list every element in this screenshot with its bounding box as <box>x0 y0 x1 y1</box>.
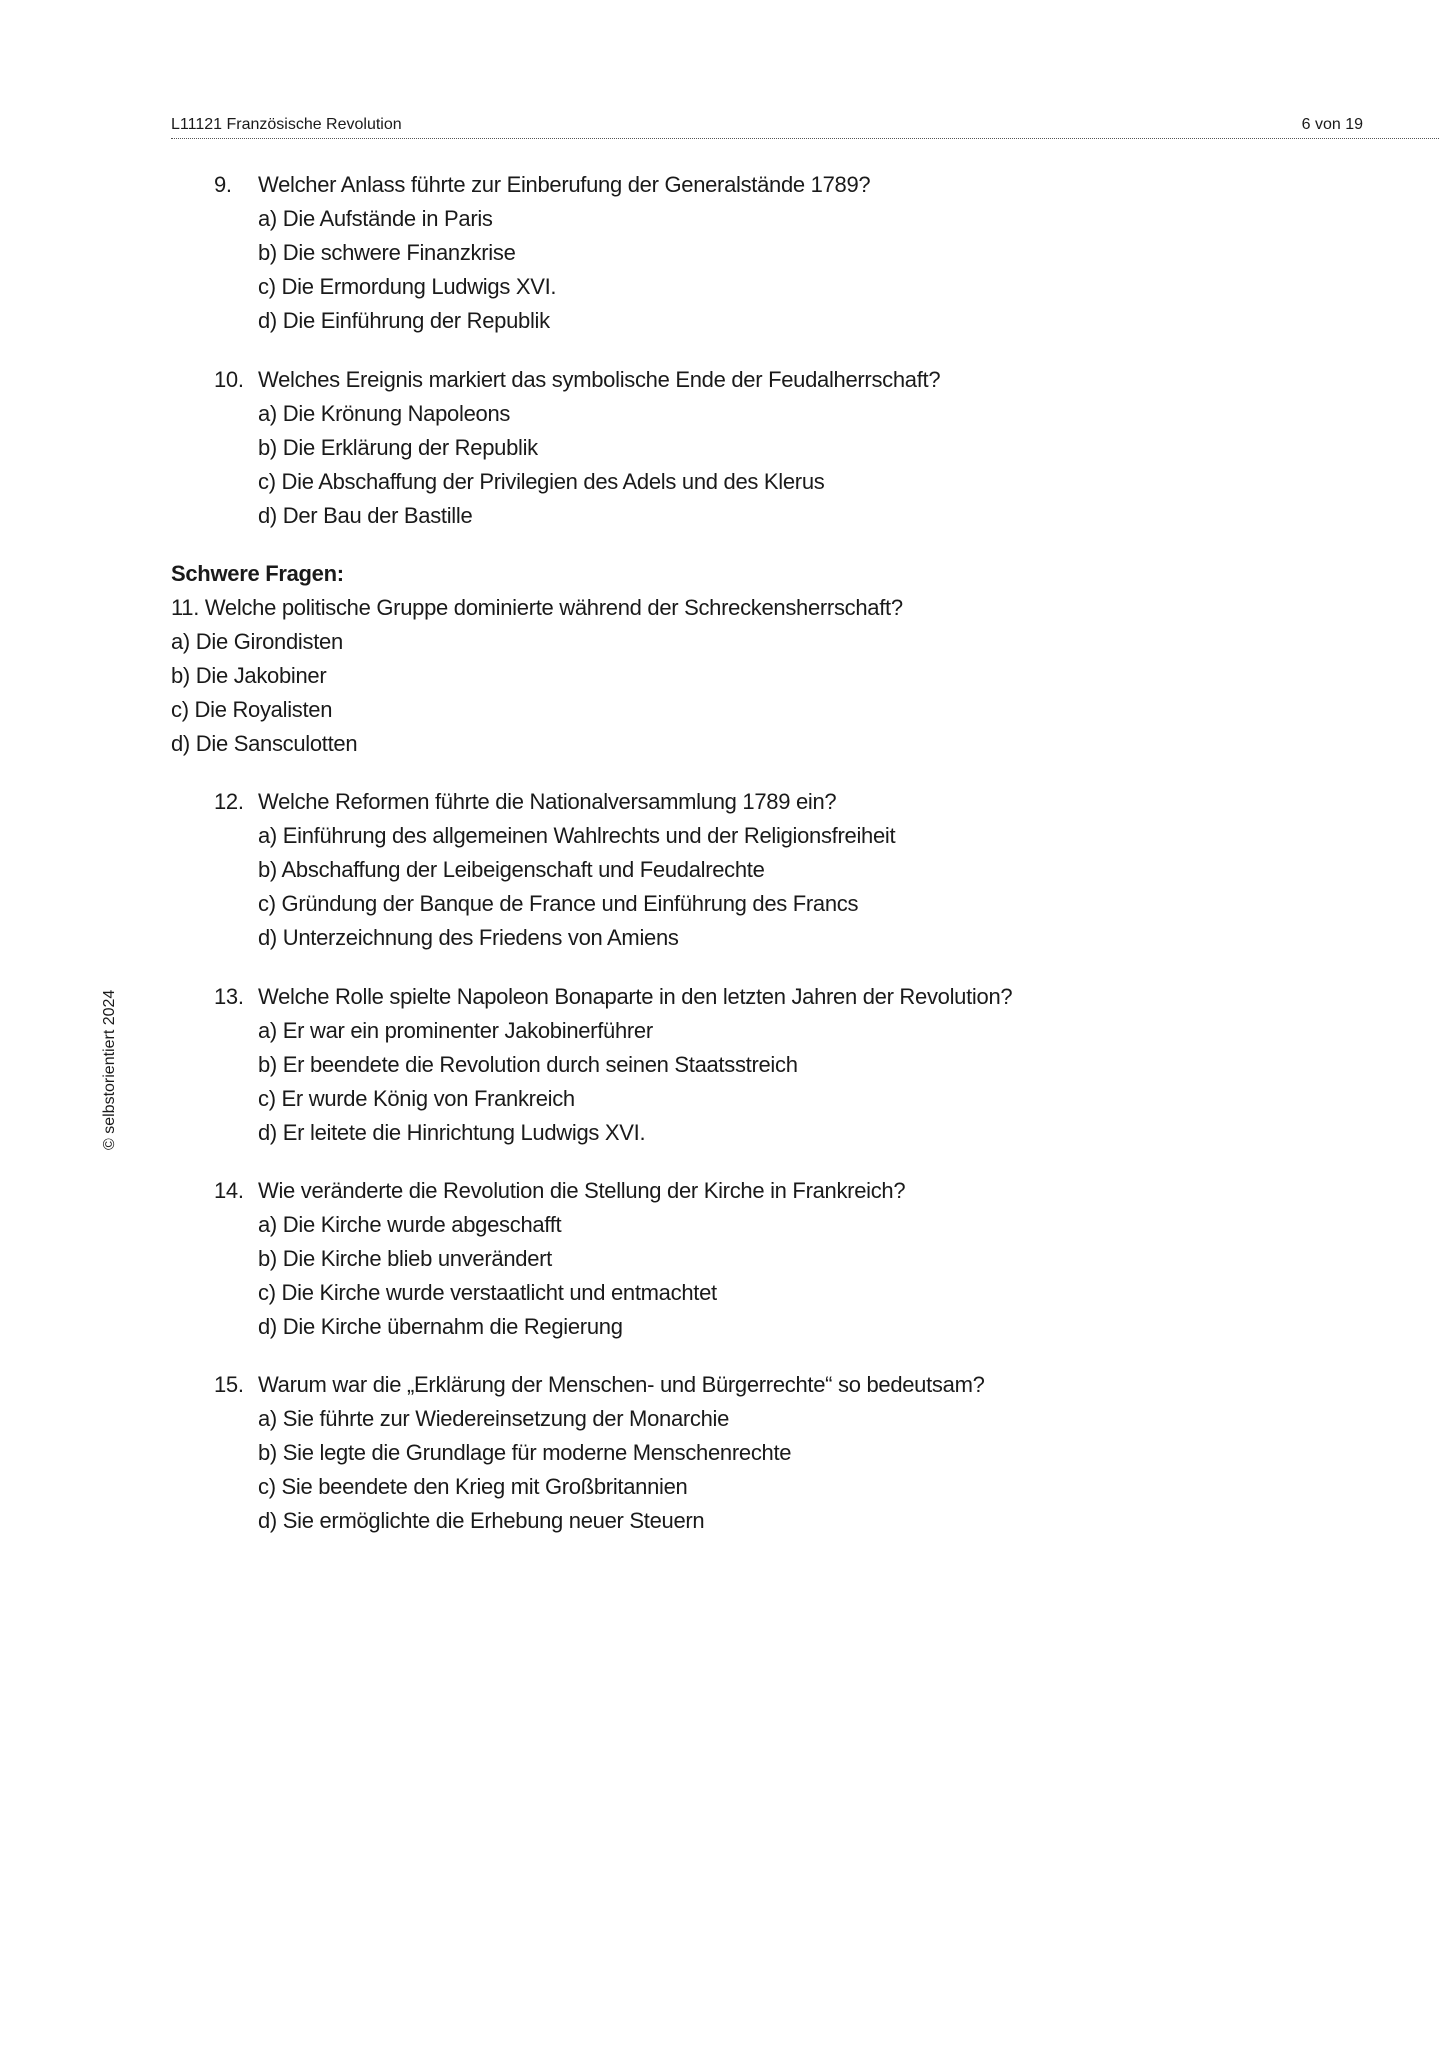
answer-option: d) Der Bau der Bastille <box>258 503 473 528</box>
question-number: 10. <box>214 367 244 392</box>
answer-option: c) Die Royalisten <box>171 697 333 722</box>
answer-option: d) Die Sansculotten <box>171 731 358 756</box>
question-text: Wie veränderte die Revolution die Stellung der Kirche in Frankreich? <box>258 1178 906 1203</box>
answer-option: a) Die Kirche wurde abgeschafft <box>258 1212 562 1237</box>
answer-option: c) Gründung der Banque de France und Einführung des Francs <box>258 891 859 916</box>
copyright-note: © selbstorientiert 2024 <box>101 989 118 1150</box>
answer-option: a) Sie führte zur Wiedereinsetzung der Monarchie <box>258 1406 730 1431</box>
answer-option: c) Die Ermordung Ludwigs XVI. <box>258 274 557 299</box>
answer-option: b) Die Kirche blieb unverändert <box>258 1246 552 1271</box>
answer-option: b) Die schwere Finanzkrise <box>258 240 516 265</box>
answer-option: c) Er wurde König von Frankreich <box>258 1086 575 1111</box>
answer-option: a) Die Aufstände in Paris <box>258 206 493 231</box>
question-text: Warum war die „Erklärung der Menschen- und Bürgerrechte“ so bedeutsam? <box>258 1372 985 1397</box>
question-text: Welche Reformen führte die Nationalversammlung 1789 ein? <box>258 789 837 814</box>
question-number: 15. <box>214 1372 244 1397</box>
question-text: Welcher Anlass führte zur Einberufung der Generalstände 1789? <box>258 172 871 197</box>
answer-option: b) Sie legte die Grundlage für moderne Menschenrechte <box>258 1440 792 1465</box>
answer-option: b) Abschaffung der Leibeigenschaft und Feudalrechte <box>258 857 765 882</box>
question-text: Welche Rolle spielte Napoleon Bonaparte in den letzten Jahren der Revolution? <box>258 984 1013 1009</box>
question-number: 14. <box>214 1178 244 1203</box>
question-text: Welches Ereignis markiert das symbolische Ende der Feudalherrschaft? <box>258 367 941 392</box>
answer-option: a) Einführung des allgemeinen Wahlrechts und der Religionsfreiheit <box>258 823 896 848</box>
answer-option: d) Er leitete die Hinrichtung Ludwigs XVI. <box>258 1120 646 1145</box>
answer-option: d) Die Kirche übernahm die Regierung <box>258 1314 623 1339</box>
answer-option: b) Die Erklärung der Republik <box>258 435 538 460</box>
page-header <box>171 114 1439 139</box>
answer-option: a) Die Krönung Napoleons <box>258 401 511 426</box>
answer-option: b) Er beendete die Revolution durch seinen Staatsstreich <box>258 1052 798 1077</box>
answer-option: c) Die Abschaffung der Privilegien des Adels und des Klerus <box>258 469 825 494</box>
question-text: 11. Welche politische Gruppe dominierte während der Schreckensherrschaft? <box>171 595 903 620</box>
answer-option: d) Die Einführung der Republik <box>258 308 550 333</box>
answer-option: a) Er war ein prominenter Jakobinerführer <box>258 1018 653 1043</box>
answer-option: a) Die Girondisten <box>171 629 343 654</box>
page-number: 6 von 19 <box>1301 116 1363 133</box>
answer-option: d) Sie ermöglichte die Erhebung neuer Steuern <box>258 1508 705 1533</box>
question-number: 12. <box>214 789 244 814</box>
document-title: L11121 Französische Revolution <box>171 116 402 133</box>
answer-option: b) Die Jakobiner <box>171 663 327 688</box>
question-number: 13. <box>214 984 244 1009</box>
section-heading: Schwere Fragen: <box>171 561 344 586</box>
answer-option: c) Die Kirche wurde verstaatlicht und entmachtet <box>258 1280 717 1305</box>
question-number: 9. <box>214 172 232 197</box>
answer-option: d) Unterzeichnung des Friedens von Amiens <box>258 925 679 950</box>
answer-option: c) Sie beendete den Krieg mit Großbritannien <box>258 1474 688 1499</box>
